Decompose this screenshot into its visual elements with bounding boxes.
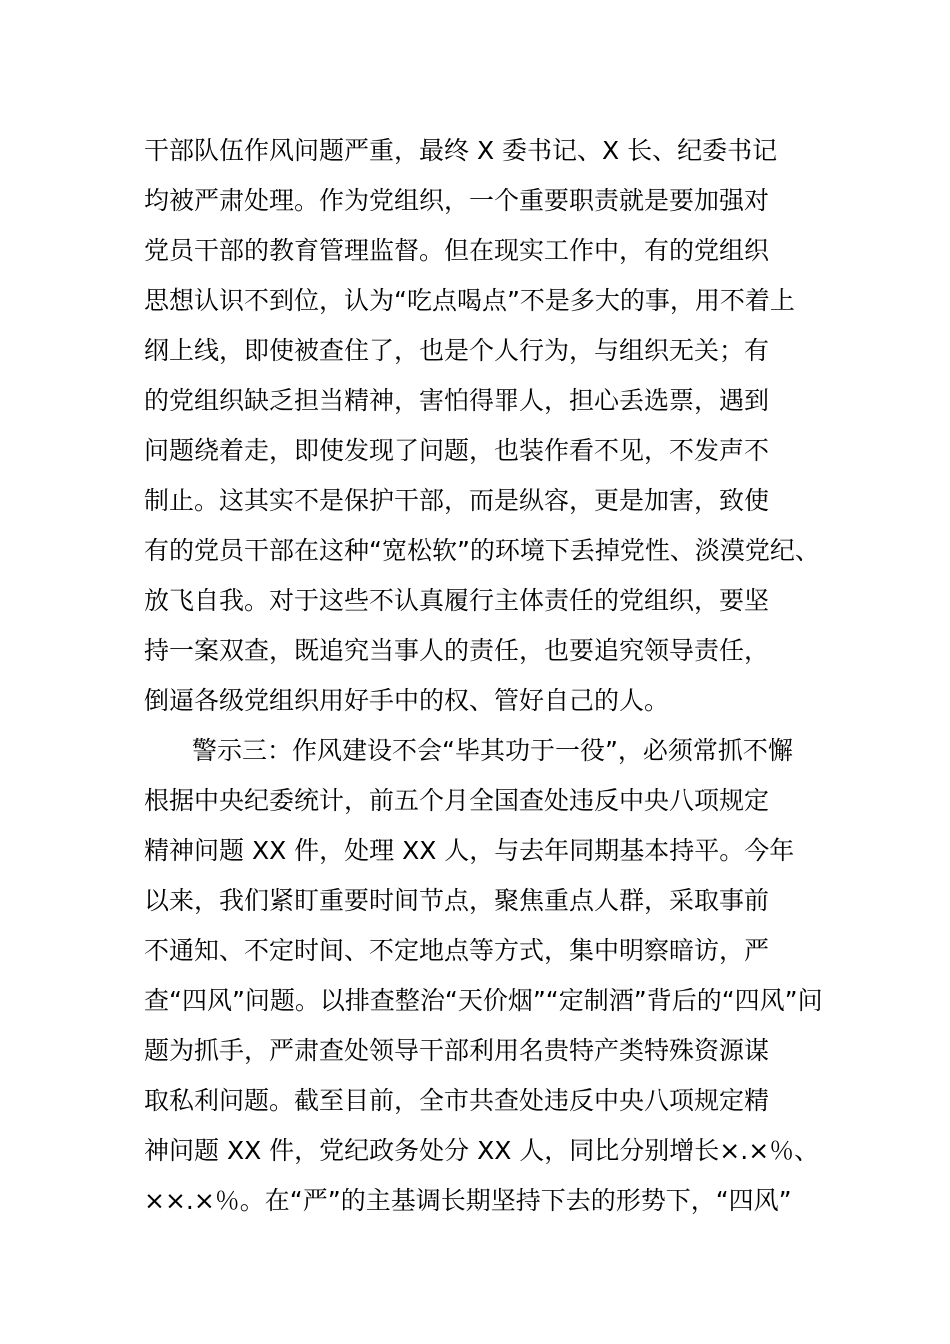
text-line-21: 神问题 XX 件，党纪政务处分 XX 人，同比分别增长×.×％、 bbox=[144, 1136, 820, 1165]
text-line-11: 持一案双查，既追究当事人的责任，也要追究领导责任， bbox=[144, 636, 770, 665]
text-line-10: 放飞自我。对于这些不认真履行主体责任的党组织，要坚 bbox=[144, 586, 770, 615]
text-line-18: 查“四风”问题。以排查整治“天价烟”“定制酒”背后的“四风”问 bbox=[144, 986, 823, 1015]
body-text bbox=[144, 126, 824, 1226]
text-line-9: 有的党员干部在这种“宽松软”的环境下丢掉党性、淡漠党纪、 bbox=[144, 536, 820, 565]
text-line-6: 的党组织缺乏担当精神，害怕得罪人，担心丢选票，遇到 bbox=[144, 386, 770, 415]
text-line-15: 精神问题 XX 件，处理 XX 人，与去年同期基本持平。今年 bbox=[144, 836, 795, 865]
text-line-7: 问题绕着走，即使发现了问题，也装作看不见，不发声不 bbox=[144, 436, 770, 465]
text-line-5: 纲上线，即使被查住了，也是个人行为，与组织无关；有 bbox=[144, 336, 770, 365]
text-line-2: 均被严肃处理。作为党组织，一个重要职责就是要加强对 bbox=[144, 186, 770, 215]
text-line-20: 取私利问题。截至目前，全市共查处违反中央八项规定精 bbox=[144, 1086, 770, 1115]
text-line-22: ××.×％。在“严”的主基调长期坚持下去的形势下，“四风” bbox=[144, 1186, 792, 1215]
text-line-8: 制止。这其实不是保护干部，而是纵容，更是加害，致使 bbox=[144, 486, 770, 515]
text-line-19: 题为抓手，严肃查处领导干部利用名贵特产类特殊资源谋 bbox=[144, 1036, 770, 1065]
text-line-1: 干部队伍作风问题严重，最终 X 委书记、X 长、纪委书记 bbox=[144, 136, 778, 165]
text-line-14: 根据中央纪委统计，前五个月全国查处违反中央八项规定 bbox=[144, 786, 770, 815]
text-line-16: 以来，我们紧盯重要时间节点，聚焦重点人群，采取事前 bbox=[144, 886, 770, 915]
text-line-12: 倒逼各级党组织用好手中的权、管好自己的人。 bbox=[144, 686, 670, 715]
text-line-4: 思想认识不到位，认为“吃点喝点”不是多大的事，用不着上 bbox=[144, 286, 795, 315]
text-line-17: 不通知、不定时间、不定地点等方式，集中明察暗访，严 bbox=[144, 936, 770, 965]
section-heading: 警示三：作风建设不会“毕其功于一役”，必须常抓不懈 bbox=[192, 736, 793, 765]
text-line-3: 党员干部的教育管理监督。但在现实工作中，有的党组织 bbox=[144, 236, 770, 265]
